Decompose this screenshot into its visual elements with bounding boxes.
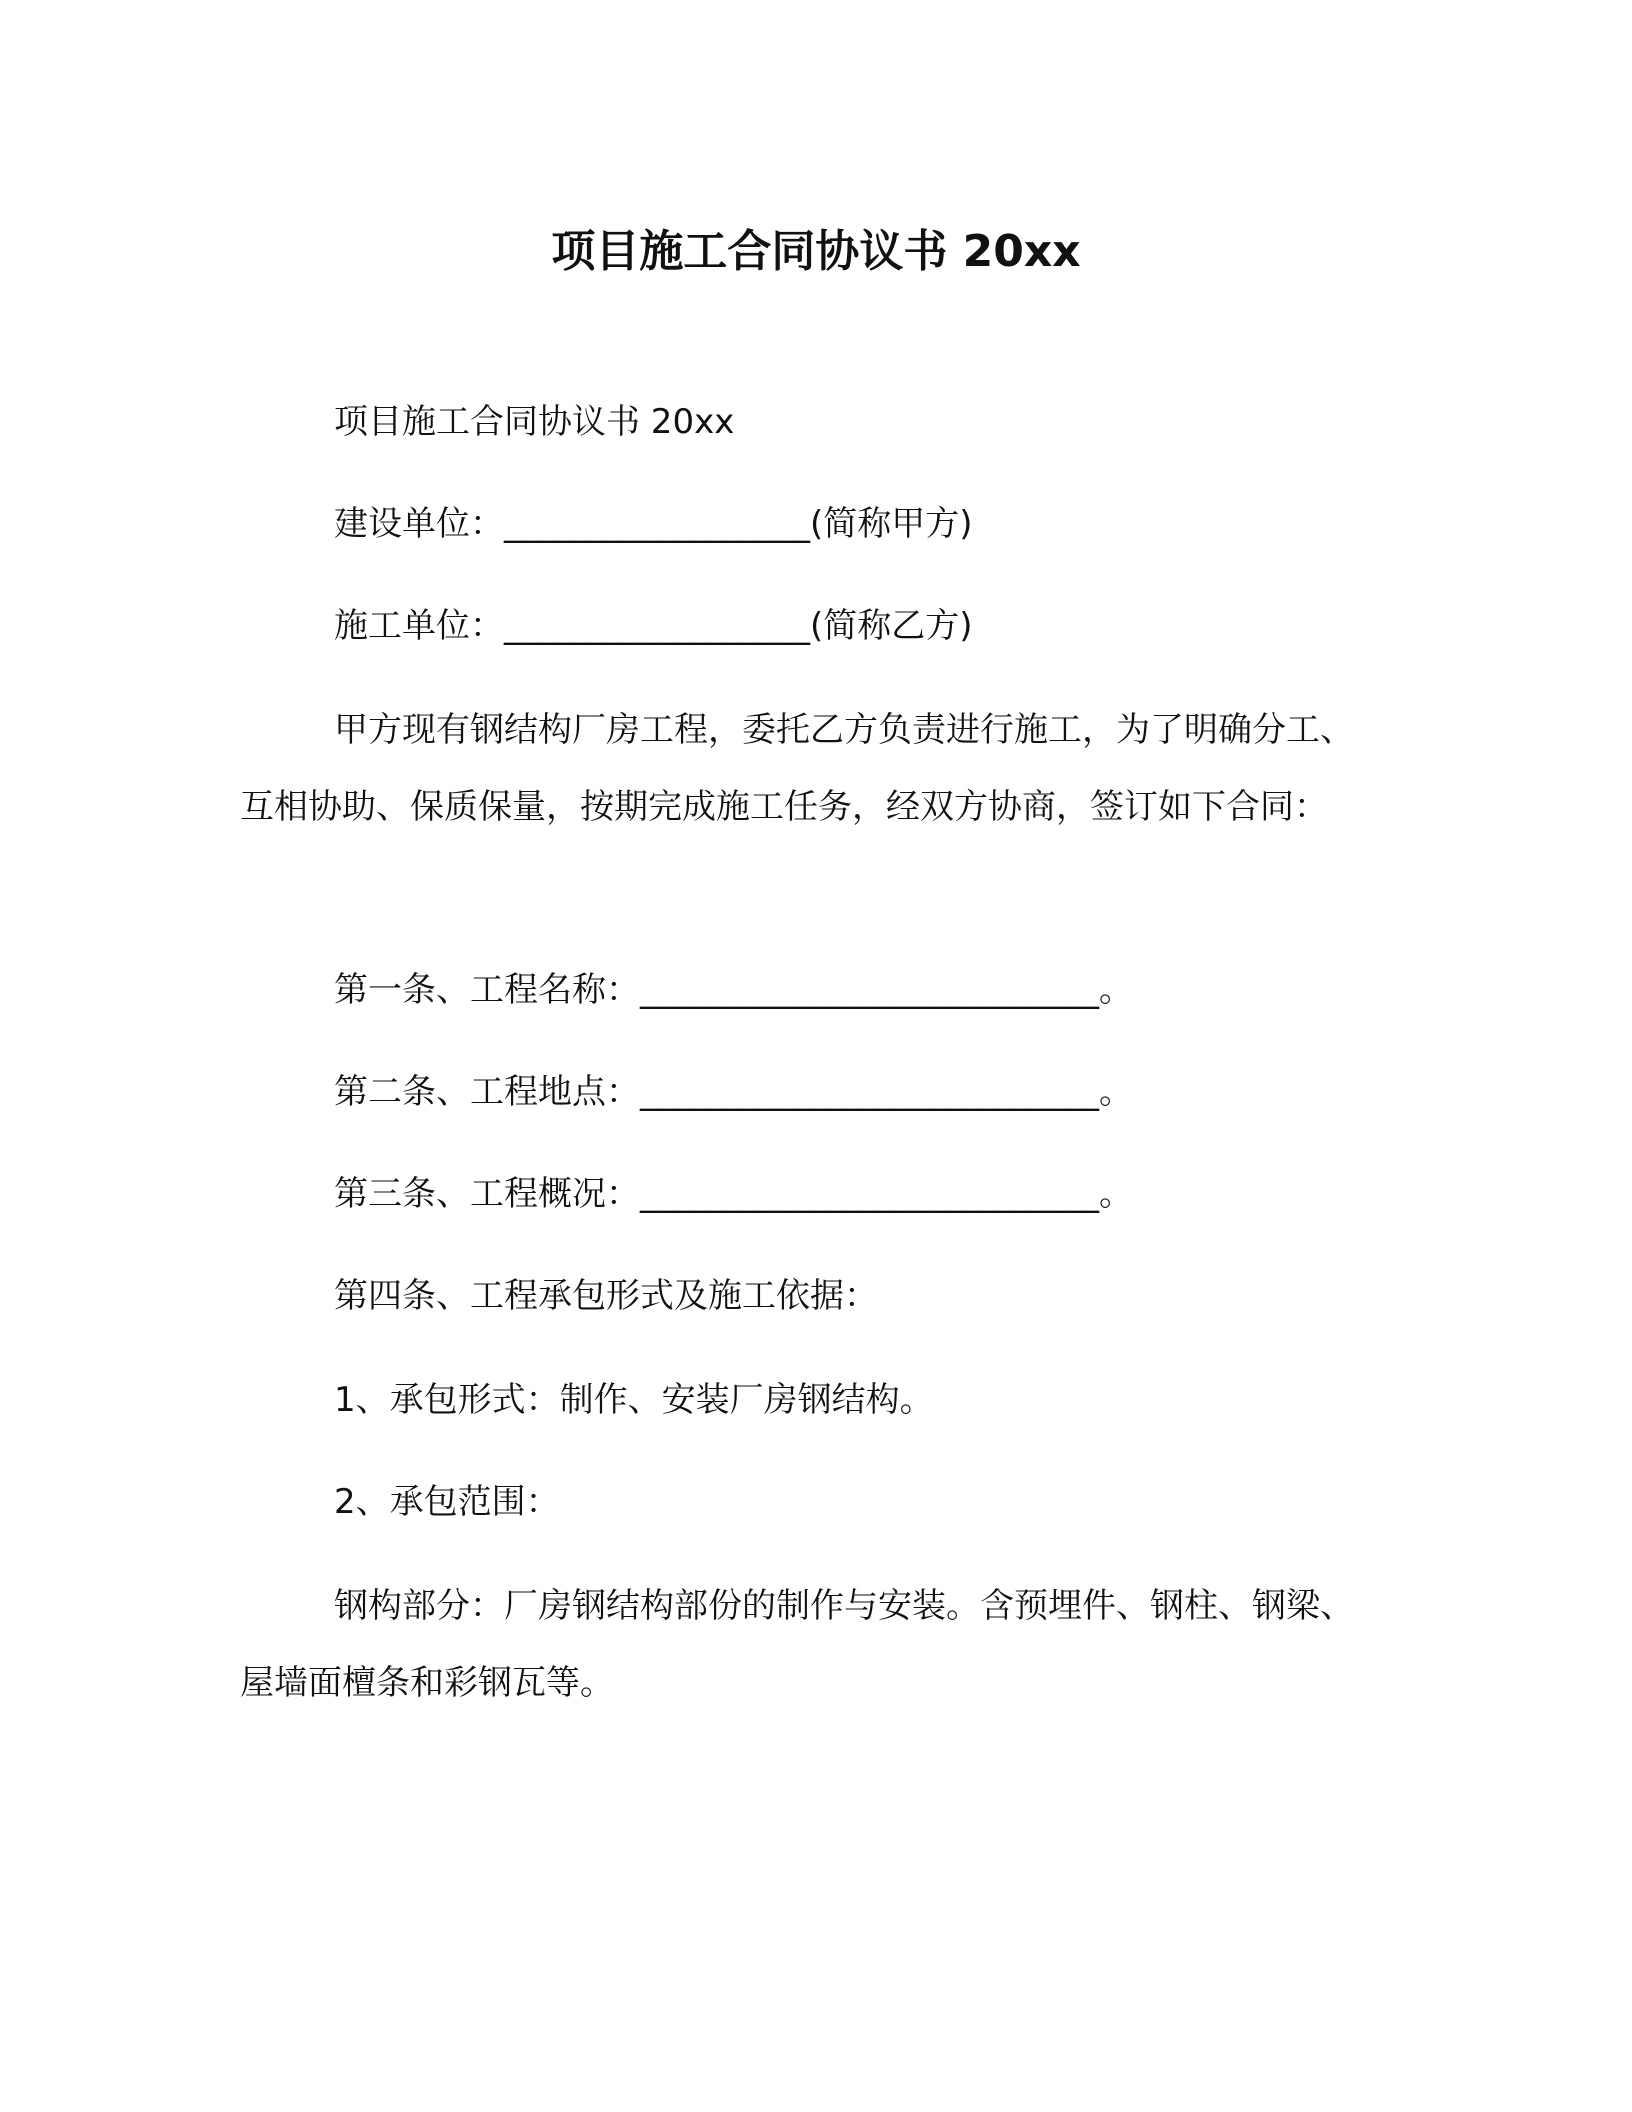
paragraph-subtitle: 项目施工合同协议书 20xx <box>334 402 735 442</box>
paragraph-article-2: 第二条、工程地点：___________________________。 <box>334 1072 1133 1112</box>
paragraph-contract-scope: 2、承包范围： <box>334 1482 560 1522</box>
paragraph-construction-unit: 建设单位：__________________(简称甲方) <box>334 504 973 544</box>
paragraph-article-3: 第三条、工程概况：___________________________。 <box>334 1174 1133 1214</box>
paragraph-contract-form: 1、承包形式：制作、安装厂房钢结构。 <box>334 1380 934 1420</box>
paragraph-steel-section: 钢构部分：厂房钢结构部份的制作与安装。含预埋件、钢柱、钢梁、屋墙面檀条和彩钢瓦等。 <box>240 1586 1354 1703</box>
paragraph-intro: 甲方现有钢结构厂房工程，委托乙方负责进行施工，为了明确分工、互相协助、保质保量，按期完成施工任务，经双方协商，签订如下合同： <box>240 710 1354 827</box>
paragraph-article-4: 第四条、工程承包形式及施工依据： <box>334 1276 878 1316</box>
paragraph-article-1: 第一条、工程名称：___________________________。 <box>334 970 1133 1010</box>
paragraph-contractor-unit: 施工单位：__________________(简称乙方) <box>334 606 973 646</box>
document-title: 项目施工合同协议书 20xx <box>551 226 1081 277</box>
